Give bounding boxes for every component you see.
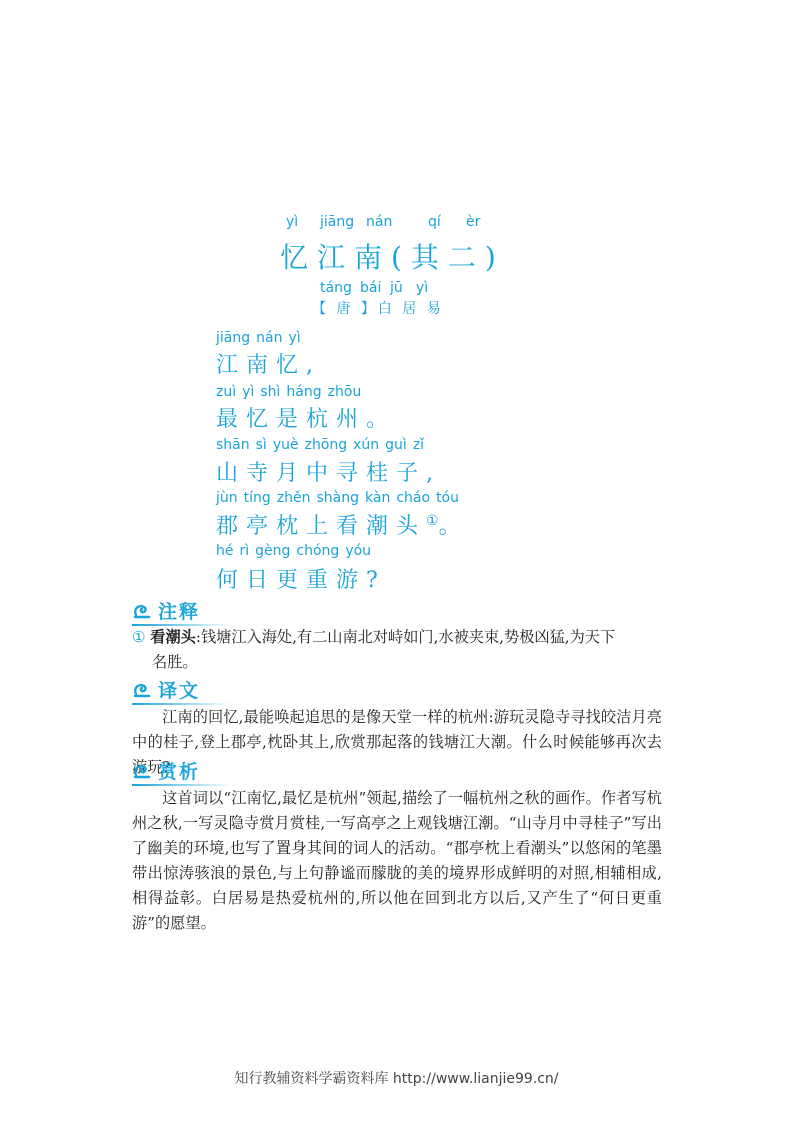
pinyin-syllable: jiāng [320, 214, 355, 230]
pinyin-syllable: kàn [365, 490, 391, 506]
pinyin-syllable: yì [242, 384, 255, 400]
appreciation-heading-label: 赏析 [158, 761, 201, 783]
pinyin-syllable: yóu [345, 543, 372, 559]
pinyin-syllable: xún [353, 437, 380, 453]
pinyin-syllable: yì [416, 280, 429, 296]
pinyin-syllable: háng [286, 384, 322, 400]
notes-heading-label: 注释 [158, 601, 201, 623]
pinyin-syllable: jū [390, 280, 403, 296]
pinyin-syllable: zhōng [304, 437, 348, 453]
pinyin-syllable: shàng [316, 490, 360, 506]
pinyin-syllable: jùn [216, 490, 238, 506]
poem-pinyin-3 [216, 437, 430, 453]
note-term: 看潮头 [150, 628, 196, 646]
translation-heading-label: 译文 [158, 680, 201, 702]
pinyin-syllable: tóu [436, 490, 459, 506]
translation-paragraph: 江南的回忆,最能唤起追思的是像天堂一样的杭州:游玩灵隐寺寻找皎洁月亮中的桂子,登上郡亭,枕卧其上,欣赏那起落的钱塘江大潮。什么时候能够再次去游玩? [132, 708, 662, 776]
poem-pinyin-4 [216, 490, 465, 506]
note-text-cont: 名胜。 [152, 653, 198, 671]
poem-line-2: 最忆是杭州。 [216, 407, 397, 432]
pinyin-syllable: nán [366, 214, 393, 230]
pinyin-syllable: shān [216, 437, 250, 453]
appreciation-paragraph: 这首词以“江南忆,最忆是杭州”领起,描绘了一幅杭州之秋的画作。作者写杭州之秋,一写灵隐寺赏月赏桂,一写高亭之上观钱塘江潮。“山寺月中寻桂子”写出了幽美的环境,也写了置身其间的词人的活动。“郡亭枕上看潮头”以悠闲的笔墨带出惊涛骇浪的景色,与上句静谧而朦胧的美的境界形成鲜明的对照,相辅相成,相得益彰。白居易是热爱杭州的,所以他在回到北方以后,又产生了“何日更重游”的愿望。 [132, 789, 662, 932]
pinyin-syllable: hé [216, 543, 234, 559]
poem-line-4-punct: 。 [438, 514, 469, 539]
pinyin-syllable: jiāng [216, 330, 251, 346]
swirl-icon [132, 601, 152, 621]
pinyin-syllable: zuì [216, 384, 237, 400]
swirl-icon [132, 761, 152, 781]
footnote-marker: ① [426, 513, 439, 529]
footer-watermark: 知行教辅资料学霸资料库 http://www.lianjie99.cn/ [234, 1071, 559, 1087]
note-item [132, 625, 662, 675]
translation-heading [132, 676, 200, 703]
pinyin-syllable: táng [320, 280, 352, 296]
pinyin-syllable: zhōu [327, 384, 362, 400]
notes-heading [132, 597, 200, 624]
note-number: ① [132, 628, 146, 646]
page-title: 忆江南(其二) [280, 241, 505, 274]
swirl-icon [132, 680, 152, 700]
pinyin-syllable: sì [255, 437, 267, 453]
pinyin-syllable: bái [360, 280, 382, 296]
poem-line-5: 何日更重游? [216, 568, 386, 593]
poem-pinyin-1 [216, 330, 307, 346]
poem-pinyin-5 [216, 543, 377, 559]
author-line: 【 唐 】白 居 易 [312, 301, 444, 317]
pinyin-syllable: yì [286, 214, 299, 230]
pinyin-syllable: èr [466, 214, 481, 230]
title-pinyin [286, 214, 480, 230]
poem-line-4-text: 郡亭枕上看潮头 [216, 514, 427, 539]
pinyin-syllable: yì [288, 330, 301, 346]
pinyin-syllable: nán [256, 330, 283, 346]
translation-text [132, 705, 662, 780]
note-text: :钱塘江入海处,有二山南北对峙如门,水被夹束,势极凶猛,为天下 [195, 628, 616, 646]
pinyin-syllable: chóng [296, 543, 340, 559]
pinyin-syllable: shì [260, 384, 281, 400]
appreciation-text [132, 786, 662, 936]
pinyin-syllable: zhěn [276, 490, 311, 506]
poem-line-1: 江南忆, [216, 353, 321, 378]
author-pinyin [320, 280, 428, 296]
pinyin-syllable: yuè [272, 437, 299, 453]
pinyin-syllable: qí [428, 214, 441, 230]
pinyin-syllable: rì [239, 543, 250, 559]
pinyin-syllable: zǐ [412, 437, 425, 453]
poem-line-3: 山寺月中寻桂子, [216, 461, 441, 486]
pinyin-syllable: tíng [243, 490, 271, 506]
poem-line-4 [216, 509, 469, 540]
pinyin-syllable: guì [385, 437, 407, 453]
pinyin-syllable: cháo [396, 490, 431, 506]
pinyin-syllable: gèng [255, 543, 291, 559]
appreciation-heading [132, 757, 200, 784]
poem-pinyin-2 [216, 384, 367, 400]
